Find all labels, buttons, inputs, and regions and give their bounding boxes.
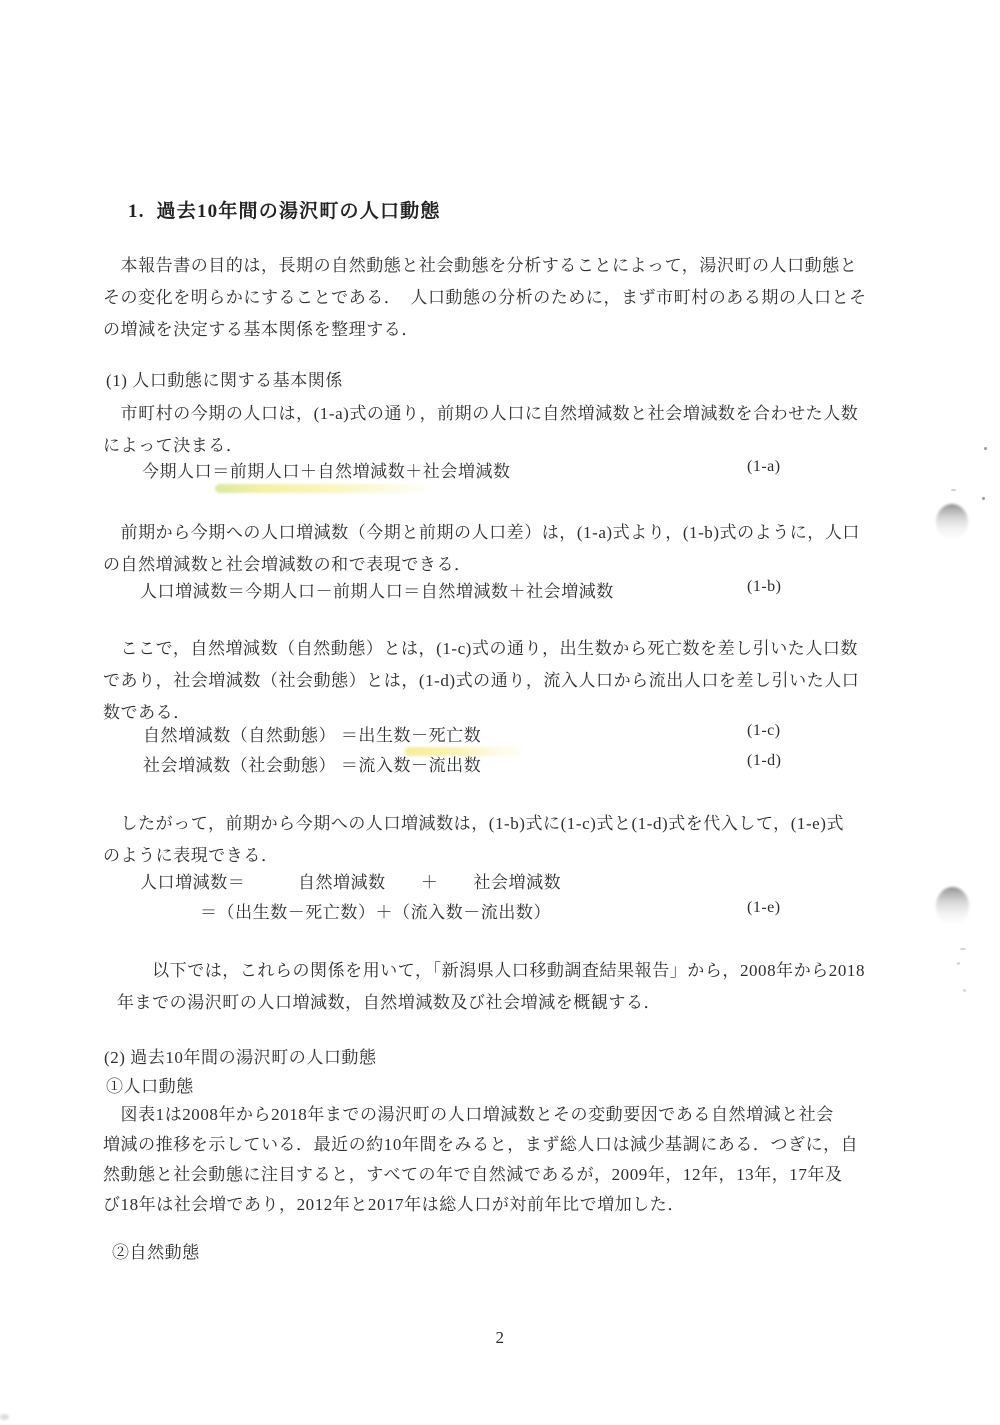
yellow-highlighter-mark [215,484,427,493]
paragraph-line: 年までの湯沢町の人口増減数，自然増減数及び社会増減を概観する． [117,993,662,1012]
equation-1e-line-2 [0,898,1000,924]
scan-speck [951,489,956,491]
section-1-paragraph-4 [103,808,844,872]
section-1-paragraph-1 [103,398,858,462]
scan-speck [963,989,966,992]
equation-label: (1-a) [747,458,781,475]
punch-hole-shadow [936,504,968,540]
paragraph-line: び18年は社会増であり，2012年と2017年は総人口が対前年比で増加した． [103,1195,685,1214]
equation-text: ＝（出生数－死亡数）＋（流入数－流出数） [200,903,551,922]
paragraph-line: のように表現できる． [103,846,279,865]
paragraph-line: ここで，自然増減数（自然動態）とは，(1-c)式の通り，出生数から死亡数を差し引いた人口数 [103,639,858,658]
equation-1e-line-1 [0,868,1000,894]
scan-speck [957,962,960,965]
section-2-paragraph-1 [103,1100,858,1220]
equation-1c [0,721,1000,747]
scan-speck [960,948,966,950]
paragraph-line: であり，社会増減数（社会動態）とは，(1-d)式の通り，流入人口から流出人口を差し引いた人口 [103,671,860,690]
paragraph-line: 本報告書の目的は，長期の自然動態と社会動態を分析することによって，湯沢町の人口動態と [103,256,858,275]
paragraph-line: その変化を明らかにすることである． 人口動態の分析のために，まず市町村のある期の人口とそ [103,288,867,307]
equation-label: (1-c) [747,722,781,739]
paragraph-line: 然動態と社会動態に注目すると，すべての年で自然減であるが，2009年，12年，13年，17年及 [103,1165,843,1184]
equation-text: 人口増減数＝ 自然増減数 ＋ 社会増減数 [140,873,562,892]
scan-speck [0,1414,9,1420]
page-title: 1. 過去10年間の湯沢町の人口動態 [128,201,441,222]
equation-label: (1-b) [747,578,782,595]
section-1-paragraph-2 [103,517,860,581]
paragraph-line: の自然増減数と社会増減数の和で表現できる． [103,555,472,574]
punch-hole-shadow [936,887,969,925]
paragraph-line: 以下では，これらの関係を用いて，「新潟県人口移動調査結果報告」から，2008年から2018 [117,961,866,980]
section-2-subheading-2: ②自然動態 [112,1243,200,1262]
equation-text: 人口増減数＝今期人口－前期人口＝自然増減数＋社会増減数 [140,582,614,601]
paragraph-line: によって決まる． [103,436,244,455]
equation-1b [0,577,1000,603]
paragraph-line: 前期から今期への人口増減数（今期と前期の人口差）は，(1-a)式より，(1-b)式のように，人口 [103,523,860,542]
paragraph-line: 数である． [103,703,191,722]
section-1-paragraph-3 [103,633,859,729]
equation-label: (1-e) [747,899,781,916]
equation-1a [0,457,1000,483]
page-number: 2 [495,1328,505,1347]
scan-speck [982,497,985,500]
paragraph-line: 市町村の今期の人口は，(1-a)式の通り，前期の人口に自然増減数と社会増減数を合わせた人数 [103,404,859,423]
yellow-highlighter-mark [405,747,523,756]
equation-label: (1-d) [747,752,782,769]
section-2-title: (2) 過去10年間の湯沢町の人口動態 [104,1048,377,1067]
equation-text: 自然増減数（自然動態） ＝出生数－死亡数 [143,726,482,745]
paragraph-line: したがって，前期から今期への人口増減数は，(1-b)式に(1-c)式と(1-d)式を代入して，(1-e)式 [103,814,845,833]
equation-text: 今期人口＝前期人口＋自然増減数＋社会増減数 [142,462,511,481]
paragraph-line: 図表1は2008年から2018年までの湯沢町の人口増減数とその変動要因である自然増減と社会 [103,1105,834,1124]
section-2-subheading-1: ①人口動態 [106,1077,194,1096]
section-1-title: (1) 人口動態に関する基本関係 [106,371,343,390]
paragraph-line: の増減を決定する基本関係を整理する． [103,320,419,339]
scan-speck [984,447,987,450]
paragraph-line: 増減の推移を示している．最近の約10年間をみると，まず総人口は減少基調にある．つぎに，自 [103,1135,859,1154]
equation-text: 社会増減数（社会動態） ＝流入数－流出数 [143,756,482,775]
intro-paragraph [103,250,867,346]
section-1-paragraph-5 [117,955,865,1019]
